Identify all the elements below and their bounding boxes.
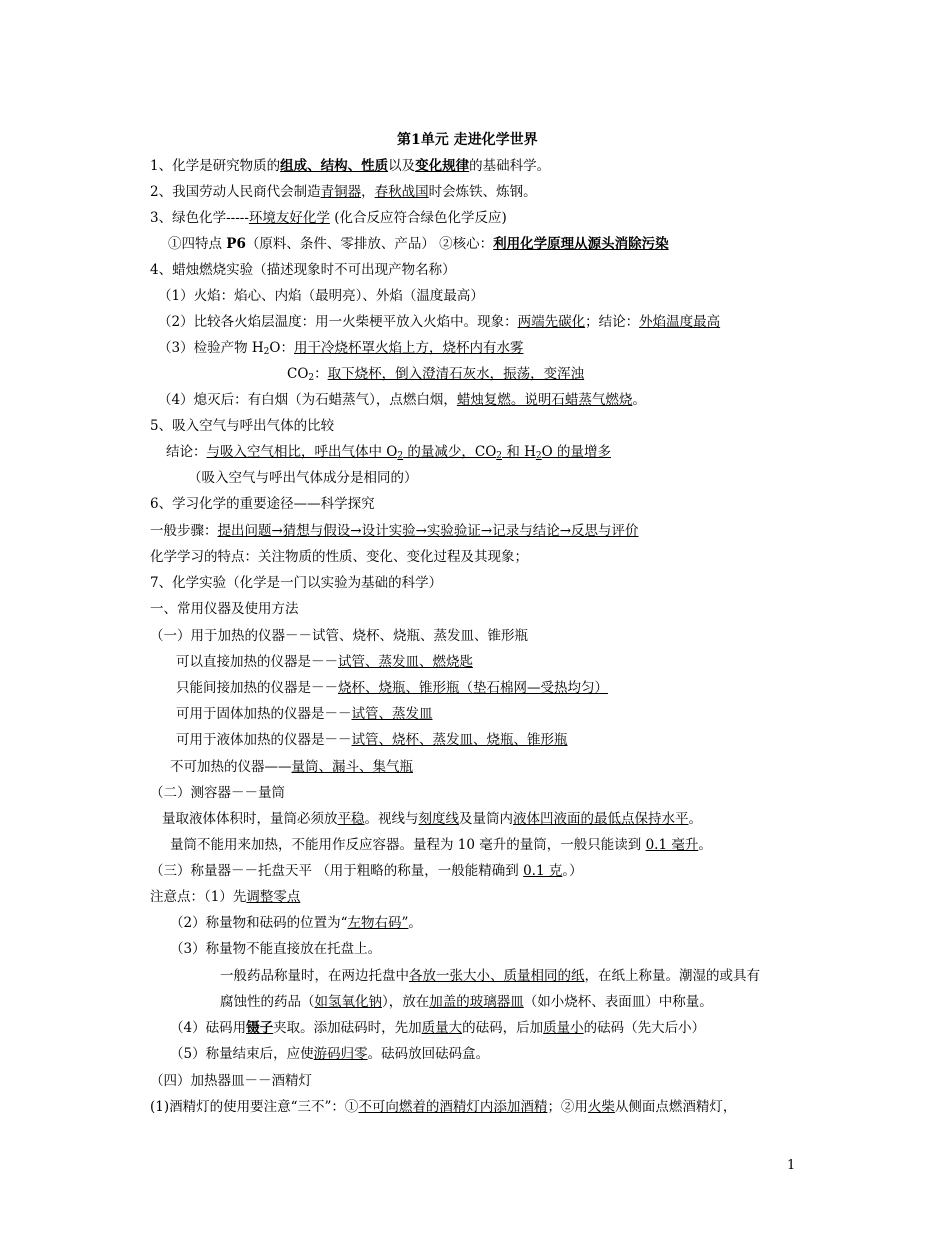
text-line bbox=[150, 574, 442, 592]
text-run: 一般药品称量时，在两边托盘中 bbox=[220, 968, 409, 984]
text-line bbox=[176, 653, 473, 671]
text-run: ①四特点 bbox=[168, 236, 227, 252]
text-line bbox=[150, 548, 528, 566]
text-run: 用干冷烧杯罩火焰上方，烧杯内有水雾 bbox=[293, 340, 524, 356]
text-run: 不可加热的仪器—— bbox=[170, 759, 292, 775]
text-run: 镊子 bbox=[246, 1020, 274, 1036]
text-line bbox=[176, 731, 568, 749]
text-run: ），放在 bbox=[382, 994, 430, 1010]
text-run: 注意点：（1）先 bbox=[150, 889, 247, 905]
text-run: 以及 bbox=[388, 158, 416, 174]
text-run: ；②用 bbox=[547, 1099, 588, 1115]
text-line bbox=[170, 914, 422, 932]
text-run: 量筒不能用来加热，不能用作反应容器。量程为 10 毫升的量筒，一般只能读到 bbox=[170, 837, 646, 853]
text-run: 及量筒内 bbox=[459, 811, 513, 827]
text-line bbox=[162, 810, 702, 828]
text-run: 2 bbox=[496, 451, 503, 461]
text-run: 。砝码放回砝码盒。 bbox=[367, 1046, 490, 1062]
text-run: 平稳 bbox=[337, 811, 365, 827]
text-run: 组成、结构、性质 bbox=[280, 158, 389, 174]
text-run: （2）比较各火焰层温度：用一火柴梗平放入火焰中。现象： bbox=[158, 314, 518, 330]
text-run: 春秋战国 bbox=[374, 184, 429, 200]
text-run: 如氢氧化钠 bbox=[314, 994, 382, 1010]
text-line bbox=[170, 836, 712, 854]
text-line bbox=[170, 1019, 705, 1037]
text-run: （2）称量物和砝码的位置为“ bbox=[170, 915, 348, 931]
text-run: ， bbox=[361, 184, 375, 200]
text-line bbox=[150, 495, 375, 513]
text-run: （二）测容器－－量筒 bbox=[150, 785, 285, 801]
text-run: 3、绿色化学----- bbox=[150, 210, 249, 226]
text-run: 0.1 毫升 bbox=[645, 837, 699, 853]
text-run: 2 bbox=[397, 451, 404, 461]
text-run: 结论： bbox=[166, 444, 207, 460]
text-run: 与吸入空气相比，呼出气体中 O bbox=[206, 444, 398, 460]
text-run: 试管、蒸发皿、燃烧匙 bbox=[338, 654, 473, 670]
text-run: 左物右码” bbox=[347, 915, 409, 931]
text-run: 取下烧杯，倒入澄清石灰水，振荡，变浑浊 bbox=[327, 366, 585, 382]
text-run: 夹取。添加砝码时，先加 bbox=[273, 1020, 422, 1036]
text-run: 烧杯、烧瓶、锥形瓶（垫石棉网—受热均匀） bbox=[338, 680, 608, 696]
text-run: 1、化学是研究物质的 bbox=[150, 158, 281, 174]
text-run: （4）砝码用 bbox=[170, 1020, 247, 1036]
text-run: 从侧面点燃酒精灯， bbox=[614, 1099, 737, 1115]
text-run: ；结论： bbox=[585, 314, 640, 330]
text-run: (化合反应符合绿色化学反应) bbox=[329, 210, 507, 226]
text-run: 一、常用仪器及使用方法 bbox=[150, 601, 299, 617]
text-run: 的砝码，后加 bbox=[462, 1020, 544, 1036]
text-run: 的量减少，CO bbox=[403, 444, 497, 460]
text-line bbox=[150, 627, 528, 645]
text-run: 。 bbox=[408, 915, 422, 931]
text-run: 7、化学实验（化学是一门以实验为基础的科学） bbox=[150, 575, 443, 591]
text-run: （4）熄灭后：有白烟（为石蜡蒸气），点燃白烟， bbox=[158, 392, 457, 408]
text-run: （一）用于加热的仪器－－试管、烧杯、烧瓶、蒸发皿、锥形瓶 bbox=[150, 628, 528, 644]
text-run: 化学学习的特点：关注物质的性质、变化、变化过程及其现象； bbox=[150, 549, 528, 565]
text-run: （吸入空气与呼出气体成分是相同的） bbox=[188, 470, 418, 486]
text-line bbox=[150, 888, 300, 906]
text-run: 火柴 bbox=[587, 1099, 615, 1115]
text-run: 和 H bbox=[502, 444, 536, 460]
text-run: （三）称量器－－托盘天平 （用于粗略的称量，一般能精确到 bbox=[150, 863, 524, 879]
text-run: 0.1 克 bbox=[523, 863, 563, 879]
text-line bbox=[220, 993, 713, 1011]
text-run: 只能间接加热的仪器是－－ bbox=[176, 680, 338, 696]
text-run: 质量小 bbox=[543, 1020, 584, 1036]
text-run: O 的量增多 bbox=[541, 444, 611, 460]
text-run: CO bbox=[287, 366, 309, 382]
text-line bbox=[150, 417, 334, 435]
text-run: 可用于液体加热的仪器是－－ bbox=[176, 732, 352, 748]
text-run: 变化规律 bbox=[415, 158, 470, 174]
text-line bbox=[150, 1072, 312, 1090]
text-run: 外焰温度最高 bbox=[639, 314, 721, 330]
text-run: 质量大 bbox=[421, 1020, 463, 1036]
text-run: 。 bbox=[698, 837, 712, 853]
text-run: （3）检验产物 H bbox=[158, 340, 264, 356]
text-run: 时会炼铁、炼钢。 bbox=[428, 184, 537, 200]
text-run: 一般步骤： bbox=[150, 523, 218, 539]
text-run: 2 bbox=[308, 373, 315, 383]
text-line bbox=[287, 365, 584, 387]
text-line bbox=[150, 522, 639, 540]
text-line bbox=[220, 967, 760, 985]
text-run: 2 bbox=[263, 347, 270, 357]
text-line bbox=[150, 157, 550, 175]
text-run: 蜡烛复燃。说明石蜡蒸气燃烧 bbox=[456, 392, 633, 408]
text-line bbox=[188, 469, 418, 487]
text-line bbox=[176, 679, 608, 697]
text-run: （四）加热器皿－－酒精灯 bbox=[150, 1073, 312, 1089]
page-title: 第1单元 走进化学世界 bbox=[397, 132, 538, 148]
text-run: 。视线与 bbox=[364, 811, 419, 827]
text-run: 。 bbox=[688, 811, 702, 827]
text-run: 2、我国劳动人民商代会制造 bbox=[150, 184, 321, 200]
text-run: 。） bbox=[562, 863, 583, 879]
text-run: 两端先碳化 bbox=[517, 314, 586, 330]
text-run: 提出问题→猜想与假设→设计实验→实验验证→记录与结论→反思与评价 bbox=[217, 523, 639, 539]
text-line bbox=[158, 313, 720, 331]
text-run: O： bbox=[269, 340, 294, 356]
text-run: 的砝码（先大后小） bbox=[583, 1020, 706, 1036]
text-run: ： bbox=[314, 366, 328, 382]
text-run: 2 bbox=[535, 451, 542, 461]
text-line bbox=[170, 1045, 489, 1063]
text-run: 可以直接加热的仪器是－－ bbox=[176, 654, 338, 670]
text-line bbox=[170, 758, 413, 776]
text-run: 各放一张大小、质量相同的纸 bbox=[409, 968, 585, 984]
page-number: 1 bbox=[787, 1158, 796, 1173]
text-line bbox=[168, 235, 669, 253]
text-run: P6 bbox=[226, 236, 246, 252]
text-line bbox=[150, 209, 507, 227]
text-run: 6、学习化学的重要途径——科学探究 bbox=[150, 496, 375, 512]
text-line bbox=[158, 339, 523, 361]
text-run: 5、吸入空气与呼出气体的比较 bbox=[150, 418, 335, 434]
text-line bbox=[150, 784, 285, 802]
text-run: 调整零点 bbox=[246, 889, 301, 905]
text-line bbox=[150, 600, 299, 618]
text-line bbox=[158, 391, 646, 409]
text-run: 利用化学原理从源头消除污染 bbox=[493, 236, 669, 252]
text-run: （原料、条件、零排放、产品） ②核心： bbox=[245, 236, 494, 252]
text-run: 不可向燃着的酒精灯内添加酒精 bbox=[358, 1099, 548, 1115]
text-line bbox=[150, 261, 456, 279]
text-line bbox=[150, 1098, 736, 1116]
text-line bbox=[158, 287, 484, 305]
text-run: 量筒、漏斗、集气瓶 bbox=[291, 759, 413, 775]
text-line bbox=[166, 443, 611, 465]
text-run: 的基础科学。 bbox=[469, 158, 551, 174]
text-run: 腐蚀性的药品（ bbox=[220, 994, 315, 1010]
text-run: (1)酒精灯的使用要注意“三不”：① bbox=[150, 1099, 359, 1115]
text-run: （3）称量物不能直接放在托盘上。 bbox=[170, 941, 382, 957]
text-run: 游码归零 bbox=[313, 1046, 368, 1062]
text-line bbox=[150, 862, 583, 880]
text-run: 试管、蒸发皿 bbox=[351, 706, 433, 722]
text-run: 。 bbox=[632, 392, 646, 408]
text-run: （1）火焰：焰心、内焰（最明亮）、外焰（温度最高） bbox=[158, 288, 484, 304]
text-run: 量取液体体积时，量筒必须放 bbox=[162, 811, 338, 827]
text-run: ，在纸上称量。潮湿的或具有 bbox=[584, 968, 760, 984]
text-run: 可用于固体加热的仪器是－－ bbox=[176, 706, 352, 722]
text-run: 环境友好化学 bbox=[248, 210, 330, 226]
text-line bbox=[176, 705, 433, 723]
text-run: 液体凹液面的最低点保持水平 bbox=[513, 811, 689, 827]
text-run: 加盖的玻璃器皿 bbox=[429, 994, 524, 1010]
text-run: 4、蜡烛燃烧实验（描述现象时不可出现产物名称） bbox=[150, 262, 456, 278]
text-run: 青铜器 bbox=[320, 184, 362, 200]
text-run: （5）称量结束后，应使 bbox=[170, 1046, 314, 1062]
text-run: 刻度线 bbox=[418, 811, 459, 827]
text-run: 试管、烧杯、蒸发皿、烧瓶、锥形瓶 bbox=[351, 732, 568, 748]
text-run: （如小烧杯、表面皿）中称量。 bbox=[523, 994, 713, 1010]
text-line bbox=[150, 183, 537, 201]
text-line bbox=[170, 940, 381, 958]
